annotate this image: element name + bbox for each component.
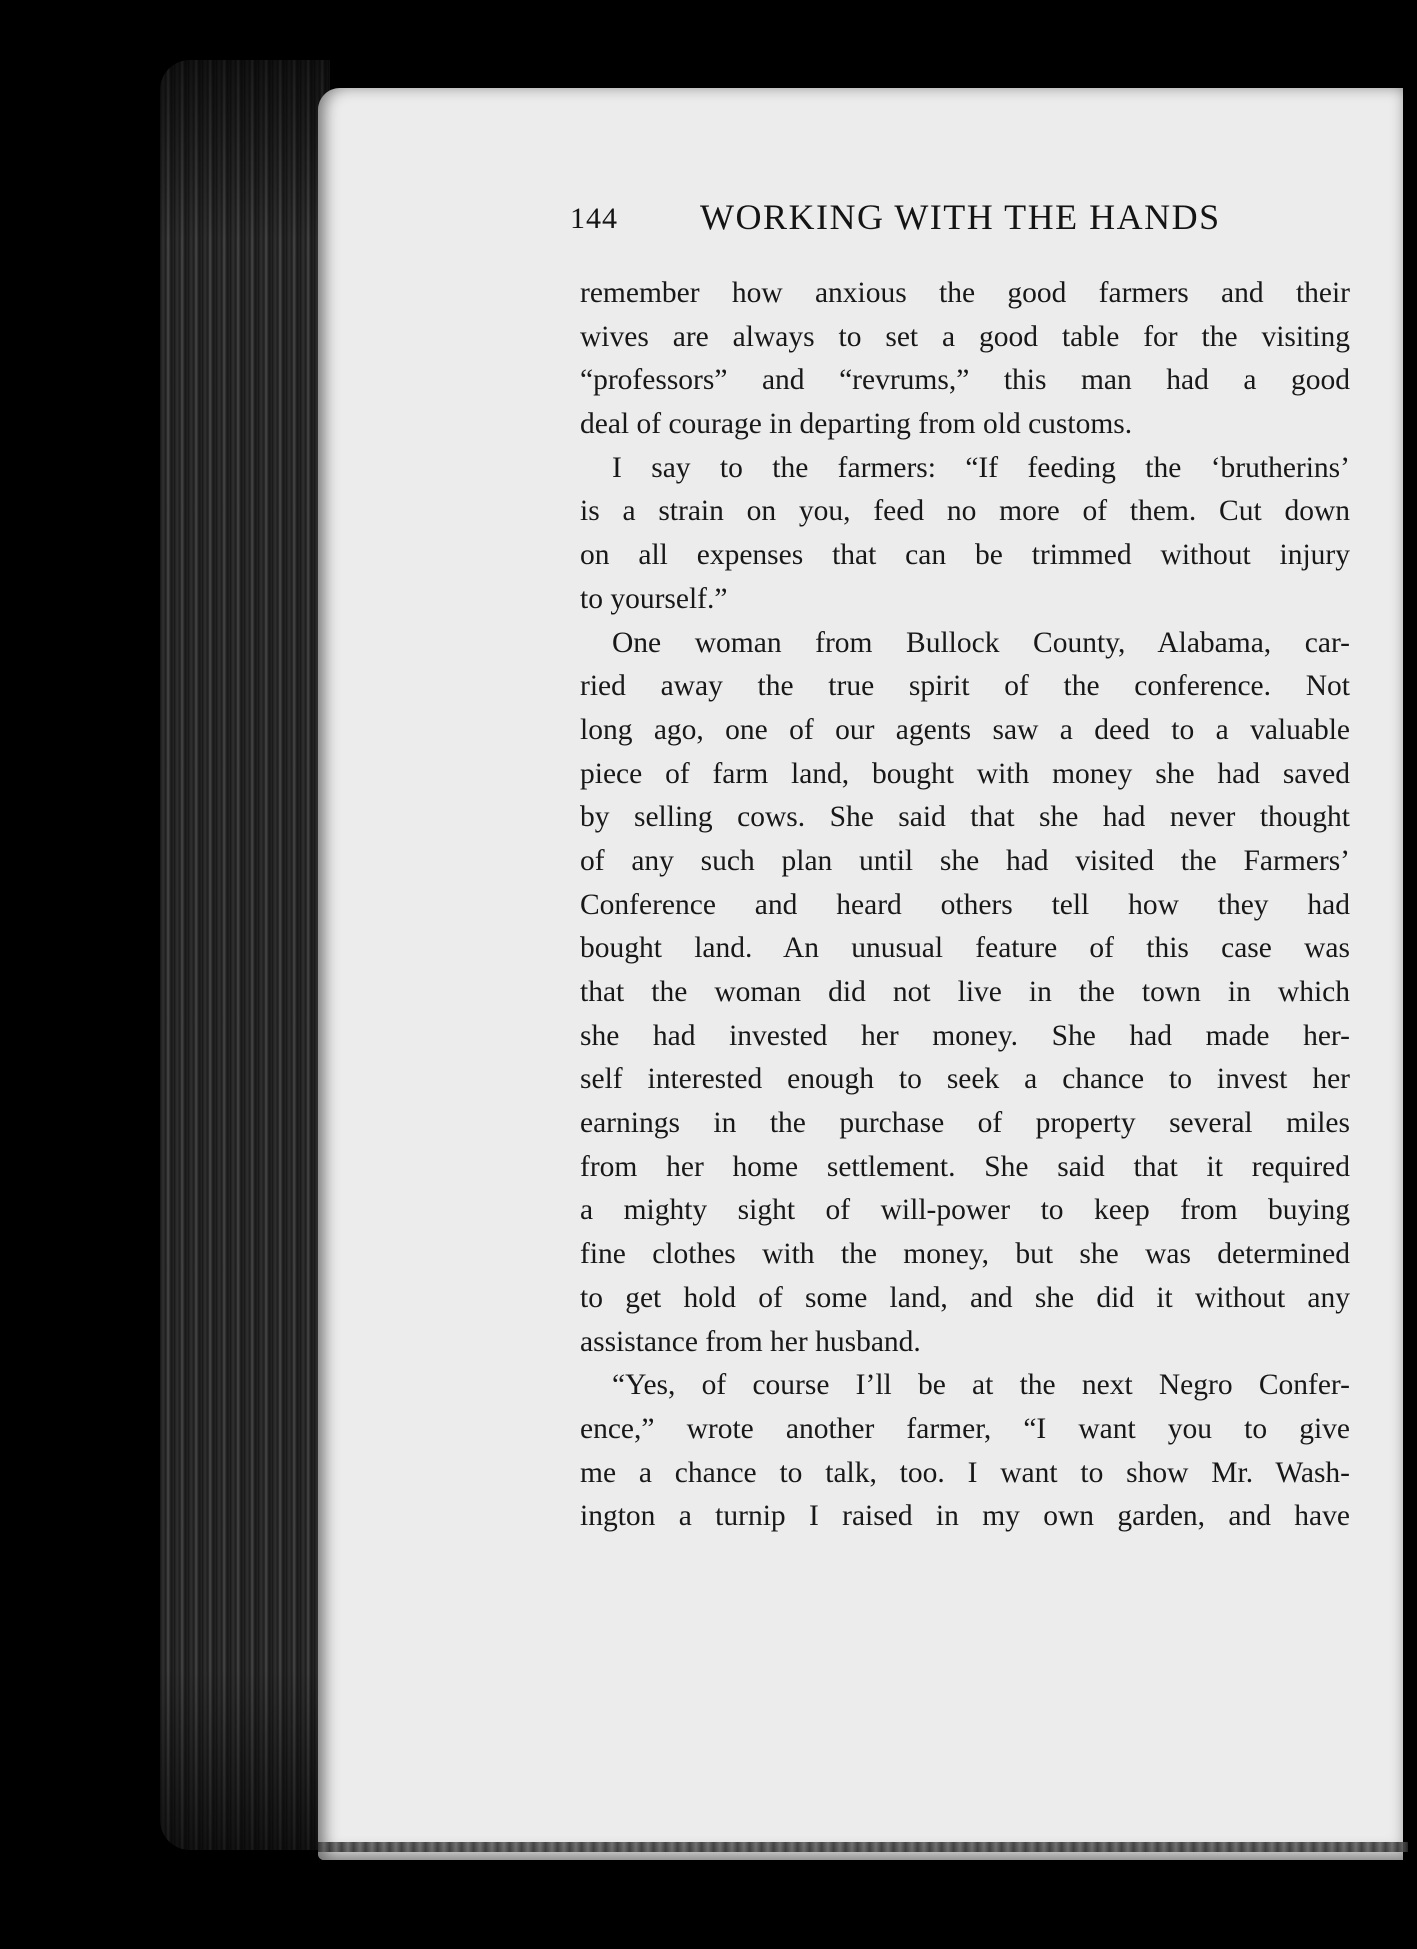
page-number: 144 bbox=[570, 202, 618, 235]
text-line: self interested enough to seek a chance to invest her bbox=[580, 1063, 1350, 1096]
body-text bbox=[580, 272, 1350, 1539]
text-line: deal of courage in departing from old customs. bbox=[580, 408, 1133, 441]
text-line: ence,” wrote another farmer, “I want you to give bbox=[580, 1412, 1350, 1445]
text-line: to get hold of some land, and she did it without any bbox=[580, 1281, 1350, 1314]
page-edges bbox=[160, 60, 330, 1850]
text-line: of any such plan until she had visited the Farmers’ bbox=[580, 844, 1350, 877]
running-head-title: WORKING WITH THE HANDS bbox=[700, 197, 1221, 237]
page-bottom-edge bbox=[318, 1842, 1408, 1852]
text-line: a mighty sight of will-power to keep from buying bbox=[580, 1194, 1350, 1227]
text-line: earnings in the purchase of property several miles bbox=[580, 1107, 1350, 1140]
text-line: assistance from her husband. bbox=[580, 1325, 921, 1358]
text-line: “professors” and “revrums,” this man had a good bbox=[580, 364, 1350, 397]
text-line: Conference and heard others tell how they had bbox=[580, 888, 1350, 921]
text-line: long ago, one of our agents saw a deed to a valuable bbox=[580, 713, 1350, 746]
text-line: “Yes, of course I’ll be at the next Negro Confer- bbox=[612, 1369, 1350, 1402]
text-line: bought land. An unusual feature of this case was bbox=[580, 932, 1350, 965]
text-line: ried away the true spirit of the conference. Not bbox=[580, 670, 1350, 703]
text-line: that the woman did not live in the town in which bbox=[580, 976, 1350, 1008]
text-line: fine clothes with the money, but she was determined bbox=[580, 1238, 1350, 1271]
text-line: I say to the farmers: “If feeding the ‘brutherins’ bbox=[612, 451, 1350, 484]
text-line: wives are always to set a good table for the visiting bbox=[580, 320, 1350, 353]
text-line: ington a turnip I raised in my own garden, and have bbox=[580, 1500, 1350, 1533]
text-line: on all expenses that can be trimmed without injury bbox=[580, 539, 1350, 572]
running-head bbox=[570, 196, 1270, 246]
text-line: One woman from Bullock County, Alabama, car- bbox=[612, 626, 1350, 659]
text-line: to yourself.” bbox=[580, 582, 728, 615]
text-line: piece of farm land, bought with money she had saved bbox=[580, 757, 1350, 790]
text-line: from her home settlement. She said that it required bbox=[580, 1150, 1350, 1183]
text-line: by selling cows. She said that she had never thought bbox=[580, 801, 1350, 834]
text-line: she had invested her money. She had made her- bbox=[580, 1019, 1350, 1052]
text-line: me a chance to talk, too. I want to show Mr. Wash- bbox=[580, 1456, 1350, 1489]
text-line: remember how anxious the good farmers and their bbox=[580, 277, 1350, 309]
text-line: is a strain on you, feed no more of them. Cut down bbox=[580, 495, 1350, 528]
